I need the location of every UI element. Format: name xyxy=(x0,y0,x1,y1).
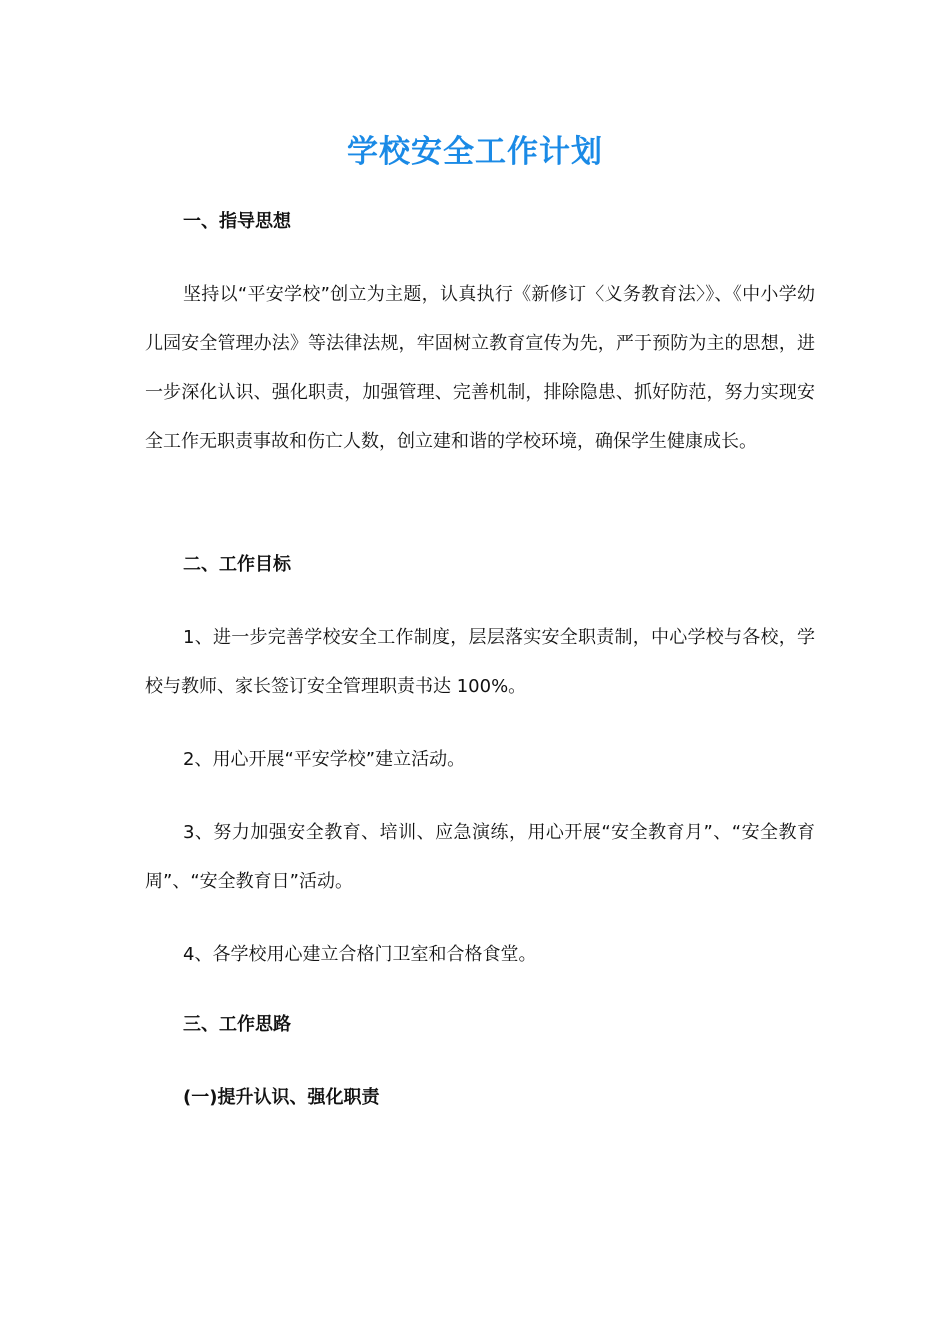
document-title: 学校安全工作计划 xyxy=(347,134,603,170)
paragraph-goal-4: 4、各学校用心建立合格门卫室和合格食堂。 xyxy=(183,944,537,965)
paragraph-goal-3: 3、努力加强安全教育、培训、应急演练，用心开展“安全教育月”、“安全教育周”、“安全教育日”活动。 xyxy=(145,822,815,892)
section-heading-work-goals: 二、工作目标 xyxy=(183,554,291,575)
paragraph-guiding-ideology: 坚持以“平安学校”创立为主题，认真执行《新修订〈义务教育法〉》、《中小学幼儿园安全管理办法》等法律法规，牢固树立教育宣传为先，严于预防为主的思想，进一步深化认识、强化职责，加强管理、完善机制，排除隐患、抓好防范，努力实现安全工作无职责事故和伤亡人数，创立建和谐的学校环境，确保学生健康成长。 xyxy=(145,284,815,452)
paragraph-goal-1: 1、进一步完善学校安全工作制度，层层落实安全职责制，中心学校与各校，学校与教师、家长签订安全管理职责书达 100%。 xyxy=(145,627,815,697)
section-heading-guiding-ideology: 一、指导思想 xyxy=(183,211,291,232)
section-heading-work-approach: 三、工作思路 xyxy=(183,1014,291,1035)
paragraph-goal-2: 2、用心开展“平安学校”建立活动。 xyxy=(183,749,466,770)
subsection-heading-raise-awareness: (一)提升认识、强化职责 xyxy=(183,1087,380,1108)
